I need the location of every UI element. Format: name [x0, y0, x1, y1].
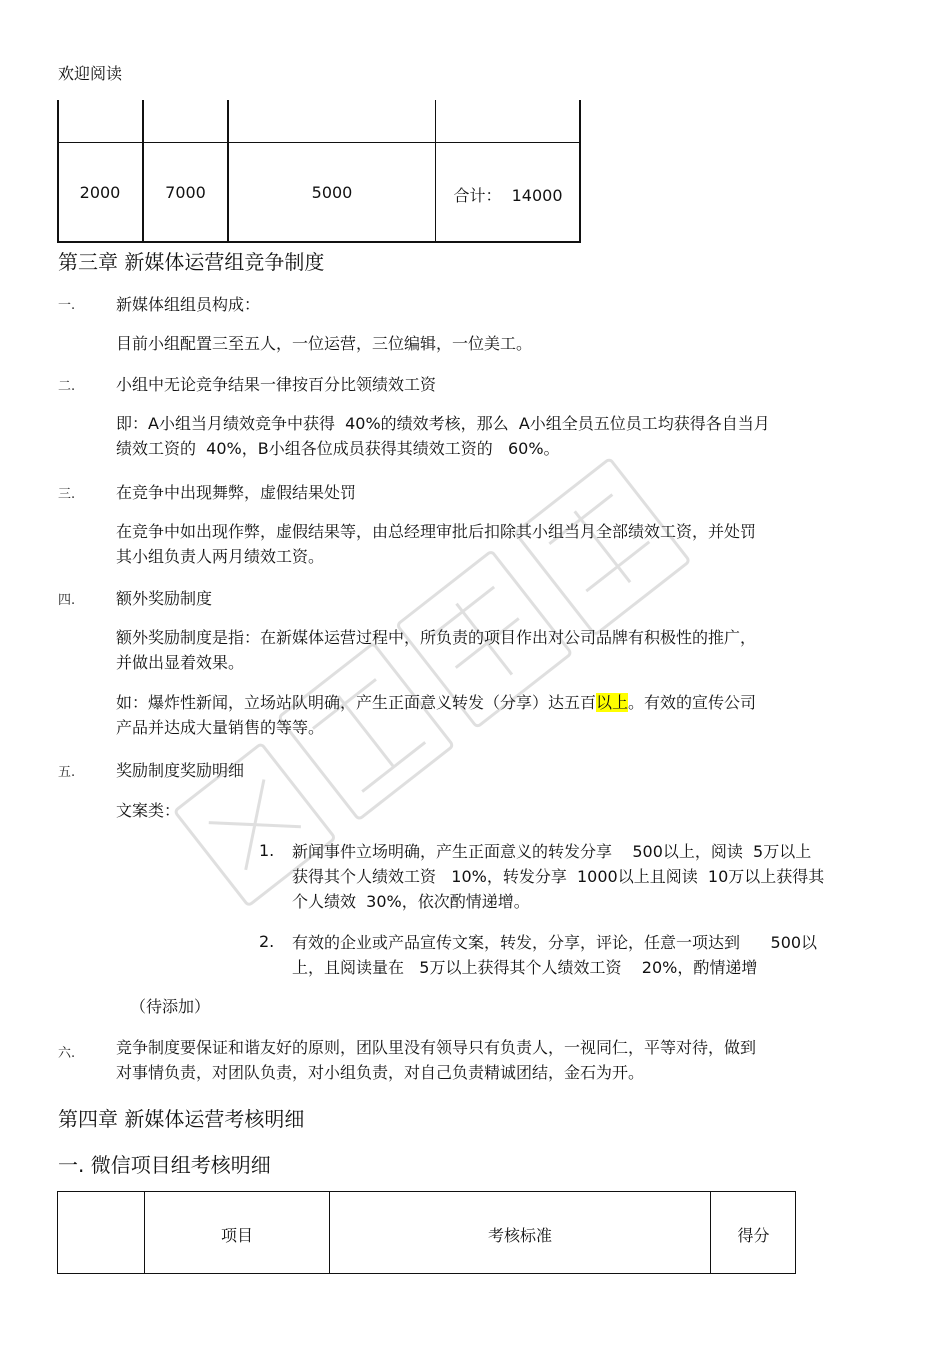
- section-title: 新媒体组组员构成：: [116, 295, 261, 314]
- paragraph: 其小组负责人两月绩效工资。: [116, 547, 325, 566]
- table-border: [142, 100, 144, 243]
- table-border: [227, 100, 229, 243]
- paragraph: 绩效工资的 40%，B小组各位成员获得其绩效工资的 60%。: [116, 439, 560, 458]
- section-heading: 一. 微信项目组考核明细: [58, 1153, 271, 1177]
- table-cell-total: 合计： 14000: [453, 186, 563, 205]
- table-border: [57, 241, 581, 243]
- paragraph: 产品并达成大量销售的等等。: [116, 718, 325, 737]
- salary-table: [57, 100, 581, 243]
- section-title: 奖励制度奖励明细: [116, 761, 245, 780]
- table-cell: 5000: [311, 183, 353, 202]
- table-border: [57, 142, 581, 143]
- table-border: [435, 100, 436, 243]
- highlighted-text: 以上: [596, 693, 629, 712]
- section-number: 五.: [58, 765, 76, 780]
- paragraph: 额外奖励制度是指：在新媒体运营过程中，所负责的项目作出对公司品牌有积极性的推广，: [116, 628, 757, 647]
- watermark-logo: [120, 360, 760, 1000]
- section-title: 小组中无论竞争结果一律按百分比领绩效工资: [116, 375, 437, 394]
- paragraph: 对事情负责，对团队负责，对小组负责，对自己负责精诚团结，金石为开。: [116, 1063, 645, 1082]
- section-title: 额外奖励制度: [116, 589, 213, 608]
- table-border: [579, 100, 581, 243]
- section-number: 二.: [58, 379, 76, 394]
- section-title: 在竞争中出现舞弊，虚假结果处罚: [116, 483, 357, 502]
- list-item-line: 有效的企业或产品宣传文案，转发，分享，评论，任意一项达到 500以: [292, 933, 818, 952]
- table-border: [57, 100, 59, 243]
- section-number: 三.: [58, 487, 76, 502]
- list-item-line: 获得其个人绩效工资 10%，转发分享 1000以上且阅读 10万以上获得其: [292, 867, 825, 886]
- paragraph: 竞争制度要保证和谐友好的原则，团队里没有领导只有负责人，一视同仁，平等对待，做到: [116, 1038, 757, 1057]
- section-number: 六.: [58, 1046, 76, 1061]
- table-cell: 2000: [79, 183, 121, 202]
- paragraph: 即：A小组当月绩效竞争中获得 40%的绩效考核，那么 A小组全员五位员工均获得各自当月: [116, 414, 770, 433]
- paragraph: 在竞争中如出现作弊，虚假结果等，由总经理审批后扣除其小组当月全部绩效工资，并处罚: [116, 522, 757, 541]
- list-number: 1.: [259, 841, 275, 860]
- section-number: 四.: [58, 593, 76, 608]
- paragraph: 目前小组配置三至五人，一位运营，三位编辑，一位美工。: [116, 334, 533, 353]
- table-header-item: 项目: [220, 1226, 253, 1245]
- table-cell: 7000: [165, 183, 206, 202]
- page-header: 欢迎阅读: [58, 64, 123, 83]
- list-item-line: 上，且阅读量在 5万以上获得其个人绩效工资 20%，酌情递增: [292, 958, 758, 977]
- table-header-criteria: 考核标准: [487, 1226, 552, 1245]
- list-item-line: 个人绩效 30%，依次酌情递增。: [292, 892, 530, 911]
- example-text: 如：爆炸性新闻，立场站队明确，产生正面意义转发（分享）达五百: [116, 693, 597, 712]
- chapter-title: 第四章 新媒体运营考核明细: [58, 1107, 305, 1131]
- assessment-table: [57, 1191, 796, 1274]
- table-header-score: 得分: [737, 1226, 770, 1245]
- list-number: 2.: [259, 932, 275, 951]
- example-text: 。有效的宣传公司: [628, 693, 757, 712]
- section-number: 一.: [58, 298, 76, 313]
- paragraph: 并做出显着效果。: [116, 653, 245, 672]
- subsection-label: 文案类：: [116, 801, 181, 820]
- chapter-title: 第三章 新媒体运营组竞争制度: [58, 250, 325, 274]
- pending-note: （待添加）: [130, 997, 211, 1016]
- list-item-line: 新闻事件立场明确，产生正面意义的转发分享 500以上，阅读 5万以上: [292, 842, 812, 861]
